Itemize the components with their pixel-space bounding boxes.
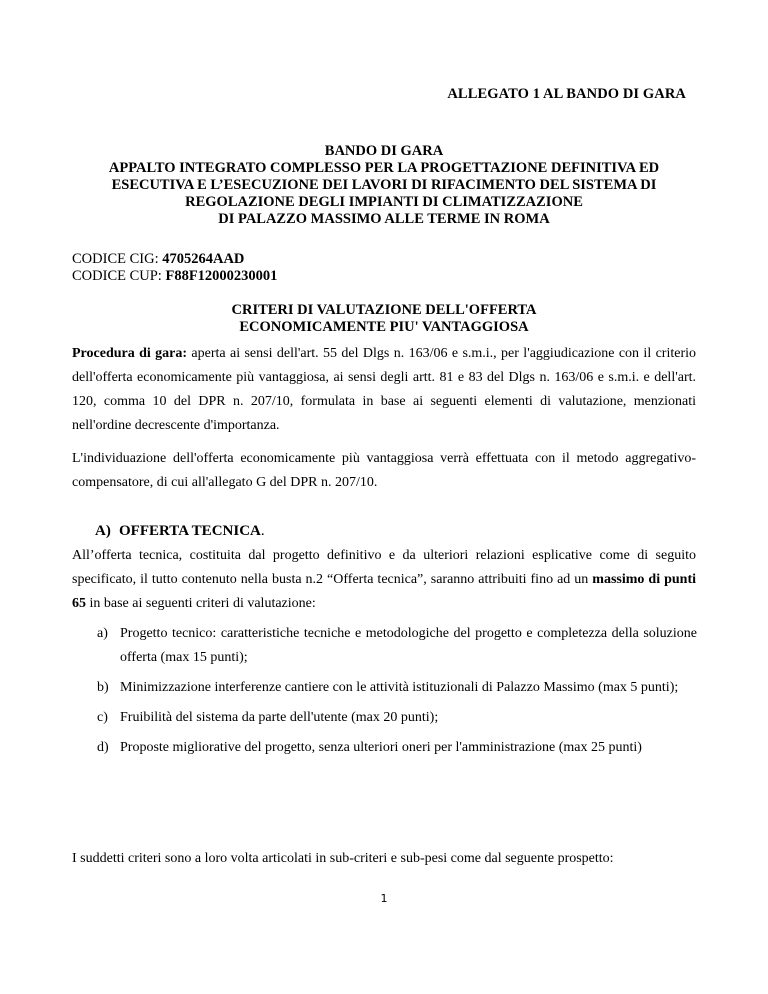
offerta-text-after: in base ai seguenti criteri di valutazione: xyxy=(86,596,316,611)
procedura-paragraph xyxy=(72,342,696,438)
offerta-max-points: massimo di punti 65 xyxy=(72,572,696,611)
section-a-title: OFFERTA TECNICA xyxy=(119,523,261,539)
heading-line: REGOLAZIONE DEGLI IMPIANTI DI CLIMATIZZAZIONE xyxy=(185,194,583,210)
list-marker: b) xyxy=(97,680,109,695)
section-a-title-suffix: . xyxy=(260,523,265,539)
heading-line: ESECUTIVA E L’ESECUZIONE DEI LAVORI DI RIFACIMENTO DEL SISTEMA DI xyxy=(111,177,657,193)
list-text: Minimizzazione interferenze cantiere con le attività istituzionali di Palazzo Massimo (max 5 punti); xyxy=(120,680,679,695)
section-a-heading xyxy=(95,523,265,540)
page-number: 1 xyxy=(380,892,388,905)
list-marker: c) xyxy=(97,710,108,725)
list-text: Fruibilità del sistema da parte dell'utente (max 20 punti); xyxy=(120,710,439,725)
cig-value: 4705264AAD xyxy=(162,251,245,267)
criteria-title-line: CRITERI DI VALUTAZIONE DELL'OFFERTA xyxy=(231,302,537,318)
cup-value: F88F12000230001 xyxy=(165,268,278,284)
cig-line xyxy=(72,251,277,268)
heading-line: APPALTO INTEGRATO COMPLESSO PER LA PROGETTAZIONE DEFINITIVA ED xyxy=(108,160,660,176)
offerta-text-before: All’offerta tecnica, costituita dal progetto definitivo e da ulteriori relazioni esplicative come di seguito specificato, il tutto contenuto nella busta n.2 “Offerta tecnica”, saranno attribuiti fino ad un xyxy=(72,548,696,587)
criteria-list xyxy=(97,622,697,766)
section-a-label: A) xyxy=(95,523,111,539)
heading-line: BANDO DI GARA xyxy=(324,143,444,159)
list-marker: d) xyxy=(97,740,109,755)
list-text: Proposte migliorative del progetto, senza ulteriori oneri per l'amministrazione (max 25 punti) xyxy=(120,740,642,755)
allegato-header: ALLEGATO 1 AL BANDO DI GARA xyxy=(447,86,686,102)
list-item xyxy=(97,706,697,730)
cup-label: CODICE CUP: xyxy=(72,268,162,284)
individuazione-paragraph: L'individuazione dell'offerta economicamente più vantaggiosa verrà effettuata con il metodo aggregativo- compensatore, di cui all'allegato G del DPR n. 207/10. xyxy=(72,451,696,490)
cig-label: CODICE CIG: xyxy=(72,251,159,267)
list-text: Progetto tecnico: caratteristiche tecniche e metodologiche del progetto e completezza della soluzione offerta (max 15 punti); xyxy=(120,626,697,665)
cup-line xyxy=(72,268,277,285)
list-item xyxy=(97,676,697,700)
heading-line: DI PALAZZO MASSIMO ALLE TERME IN ROMA xyxy=(218,211,550,227)
list-item xyxy=(97,736,697,760)
list-marker: a) xyxy=(97,626,108,641)
tender-heading xyxy=(60,143,708,228)
criteria-title-line: ECONOMICAMENTE PIU' VANTAGGIOSA xyxy=(239,319,529,335)
closing-paragraph: I suddetti criteri sono a loro volta articolati in sub-criteri e sub-pesi come dal seguente prospetto: xyxy=(72,851,614,866)
criteria-title xyxy=(60,302,708,336)
offerta-tecnica-paragraph xyxy=(72,544,696,616)
procedura-text: aperta ai sensi dell'art. 55 del Dlgs n. 163/06 e s.m.i., per l'aggiudicazione con il criterio dell'offerta economicamente più vantaggiosa, ai sensi degli artt. 81 e 83 del Dlgs n. 163/06 e s.m.i. e dell'art. 120, comma 10 del DPR n. 207/10, formulata in base ai seguenti elementi di valutazione, menzionati nell'ordine decrescente d'importanza. xyxy=(72,346,697,433)
procedura-label: Procedura di gara: xyxy=(72,346,188,361)
codes-block xyxy=(72,251,277,285)
list-item xyxy=(97,622,697,670)
